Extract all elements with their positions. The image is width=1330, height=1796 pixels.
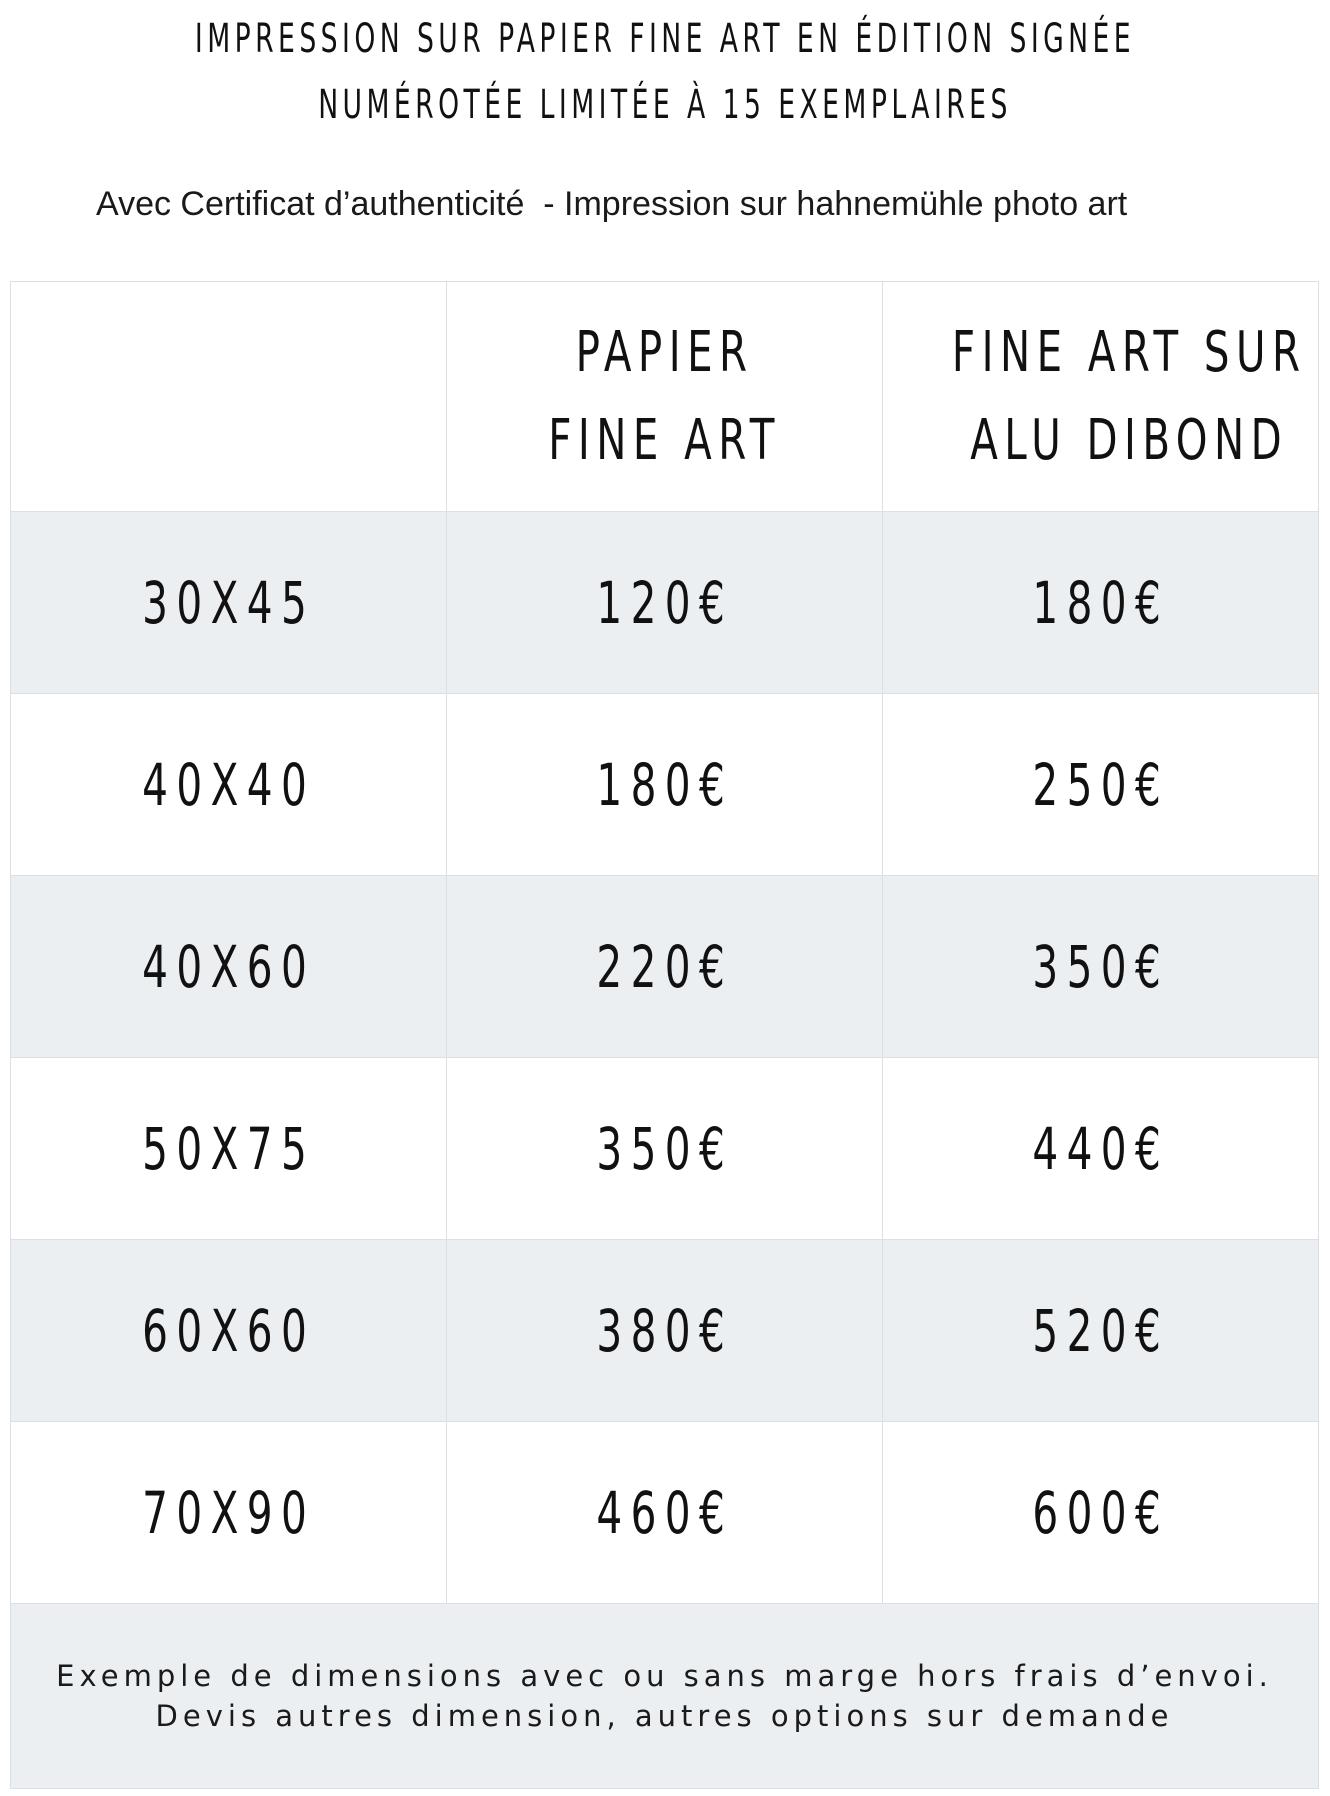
alu-price-cell <box>883 1422 1319 1604</box>
alu-price-cell <box>883 876 1319 1058</box>
alu-price: 520€ <box>1032 1296 1169 1365</box>
papier-price-cell <box>447 512 883 694</box>
size-value: 30X45 <box>141 568 316 637</box>
size-value: 40X40 <box>141 750 316 819</box>
price-table <box>10 281 1319 1789</box>
papier-price: 120€ <box>596 568 733 637</box>
table-row <box>11 694 1319 876</box>
page-title <box>173 6 1157 138</box>
alu-price-cell <box>883 694 1319 876</box>
papier-price: 180€ <box>596 750 733 819</box>
papier-price-cell <box>447 1240 883 1422</box>
papier-price: 460€ <box>596 1478 733 1547</box>
size-cell <box>11 512 447 694</box>
alu-price: 600€ <box>1032 1478 1169 1547</box>
papier-price-cell <box>447 1058 883 1240</box>
alu-price: 440€ <box>1032 1114 1169 1183</box>
size-cell <box>11 1422 447 1604</box>
page-title-line-2: NUMÉROTÉE LIMITÉE À 15 EXEMPLAIRES <box>318 82 1012 128</box>
size-value: 40X60 <box>141 932 316 1001</box>
column-header-alu-dibond <box>883 282 1319 512</box>
page-title-line-1: IMPRESSION SUR PAPIER FINE ART EN ÉDITION SIGNÉE <box>194 16 1136 62</box>
column-header-size <box>11 282 447 512</box>
size-cell <box>11 1240 447 1422</box>
column-header-alu-line-1: FINE ART SUR <box>951 319 1307 385</box>
size-cell <box>11 1058 447 1240</box>
papier-price-cell <box>447 1422 883 1604</box>
alu-price: 250€ <box>1032 750 1169 819</box>
papier-price: 350€ <box>596 1114 733 1183</box>
alu-price-cell <box>883 1240 1319 1422</box>
footer-note-line-2: Devis autres dimension, autres options sur demande <box>155 1699 1174 1733</box>
column-header-papier-line-1: PAPIER <box>575 319 754 385</box>
papier-price-cell <box>447 876 883 1058</box>
size-value: 50X75 <box>141 1114 316 1183</box>
alu-price-cell <box>883 1058 1319 1240</box>
column-header-papier-line-2: FINE ART <box>548 407 781 473</box>
table-row <box>11 1058 1319 1240</box>
papier-price: 380€ <box>596 1296 733 1365</box>
alu-price-cell <box>883 512 1319 694</box>
footer-note-line-1: Exemple de dimensions avec ou sans marge hors frais d’envoi. <box>56 1659 1273 1693</box>
table-row <box>11 512 1319 694</box>
column-header-alu-line-2: ALU DIBOND <box>970 407 1289 473</box>
size-cell <box>11 694 447 876</box>
table-row <box>11 1240 1319 1422</box>
size-value: 70X90 <box>141 1478 316 1547</box>
papier-price: 220€ <box>596 932 733 1001</box>
size-cell <box>11 876 447 1058</box>
page-subtitle: Avec Certificat d’authenticité - Impression sur hahnemühle photo art <box>96 185 1128 223</box>
table-header-row <box>11 282 1319 512</box>
column-header-papier-fine-art <box>447 282 883 512</box>
alu-price: 350€ <box>1032 932 1169 1001</box>
papier-price-cell <box>447 694 883 876</box>
table-row <box>11 1422 1319 1604</box>
table-footer-row <box>11 1604 1319 1789</box>
size-value: 60X60 <box>141 1296 316 1365</box>
table-row <box>11 876 1319 1058</box>
alu-price: 180€ <box>1032 568 1169 637</box>
table-footer-note <box>11 1604 1319 1789</box>
